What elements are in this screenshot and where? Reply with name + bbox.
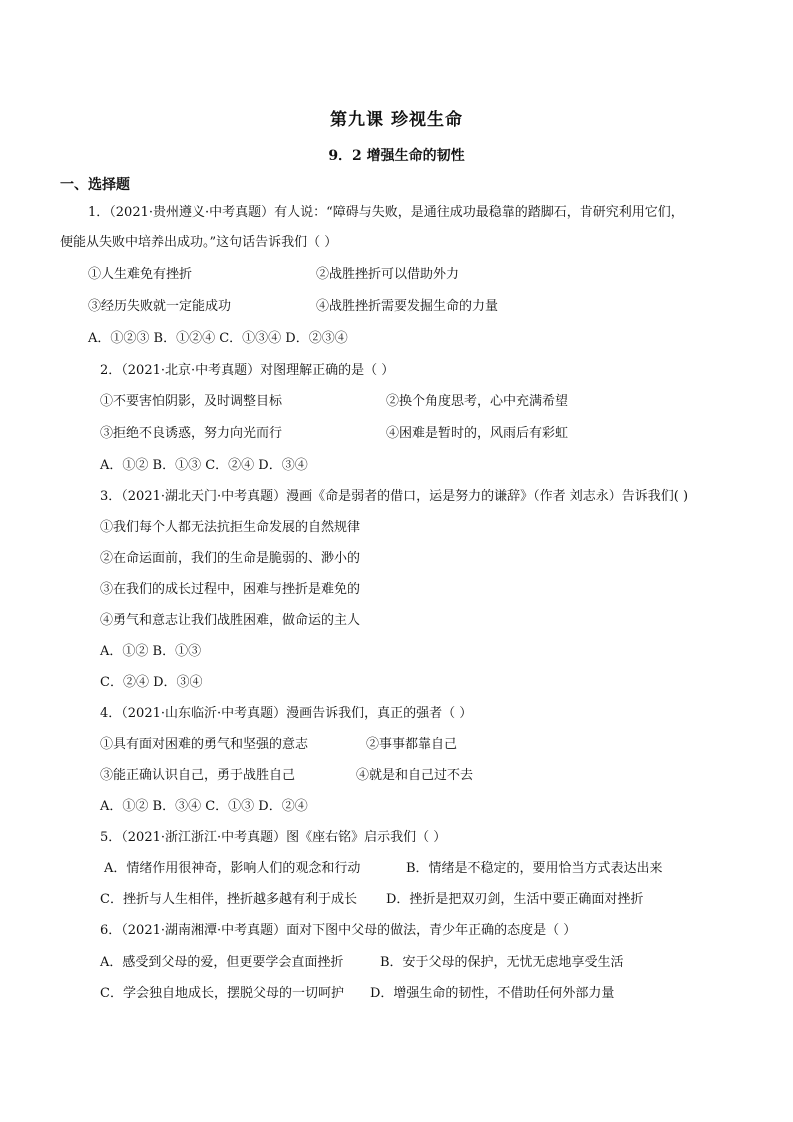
section-heading: 一、选择题	[60, 177, 130, 193]
question-4-item: ①具有面对困难的勇气和坚强的意志	[100, 737, 309, 752]
question-3-item: ②在命运面前，我们的生命是脆弱的、渺小的	[100, 551, 361, 566]
question-4-answers: A．①② B．③④ C．①③ D．②④	[100, 799, 308, 814]
question-1-stem-cont: 便能从失败中培养出成功。”这句话告诉我们（ ）	[60, 235, 338, 250]
question-2-item: ④困难是暂时的，风雨后有彩虹	[386, 426, 569, 441]
question-3-item: ④勇气和意志让我们战胜困难，做命运的主人	[100, 613, 361, 628]
question-4-stem: 4．（2021·山东临沂·中考真题）漫画告诉我们，真正的强者（ ）	[100, 706, 473, 721]
question-3-stem: 3．（2021·湖北天门·中考真题）漫画《命是弱者的借口，运是努力的谦辞》（作者 刘志永）告诉我们( )	[100, 489, 689, 504]
question-1-item: ①人生难免有挫折	[88, 267, 193, 282]
question-6-stem: 6．（2021·湖南湘潭·中考真题）面对下图中父母的做法，青少年正确的态度是（ ）	[100, 923, 577, 938]
question-5-option-b: B．情绪是不稳定的，要用恰当方式表达出来	[406, 861, 663, 876]
question-6-option-a: A．感受到父母的爱，但更要学会直面挫折	[100, 955, 344, 970]
question-2-answers: A．①② B．①③ C．②④ D．③④	[100, 458, 308, 473]
question-4-item: ②事事都靠自己	[366, 737, 458, 752]
question-3-item: ①我们每个人都无法抗拒生命发展的自然规律	[100, 520, 361, 535]
question-2-item: ③拒绝不良诱惑，努力向光而行	[100, 426, 283, 441]
question-2-stem: 2．（2021·北京·中考真题）对图理解正确的是（ ）	[100, 363, 395, 378]
question-1-item: ②战胜挫折可以借助外力	[316, 267, 460, 282]
page-title: 第九课 珍视生命	[330, 110, 463, 130]
question-1-stem: 1．（2021·贵州遵义·中考真题）有人说：“障碍与失败，是通往成功最稳靠的踏脚石，肯研究利用它们，	[88, 205, 684, 220]
question-6-option-b: B．安于父母的保护，无忧无虑地享受生活	[380, 955, 624, 970]
question-3-item: ③在我们的成长过程中，困难与挫折是难免的	[100, 582, 361, 597]
question-4-item: ④就是和自己过不去	[356, 768, 474, 783]
question-6-option-d: D．增强生命的韧性，不借助任何外部力量	[370, 986, 615, 1001]
question-4-item: ③能正确认识自己，勇于战胜自己	[100, 768, 296, 783]
question-5-option-d: D．挫折是把双刃剑，生活中要正确面对挫折	[386, 892, 644, 907]
question-3-answers: C．②④ D．③④	[100, 675, 203, 690]
question-2-item: ②换个角度思考，心中充满希望	[386, 394, 569, 409]
question-1-answers: A．①②③ B．①②④ C．①③④ D．②③④	[88, 331, 348, 346]
question-1-item: ④战胜挫折需要发掘生命的力量	[316, 299, 499, 314]
question-5-option-c: C．挫折与人生相伴，挫折越多越有利于成长	[100, 892, 357, 907]
question-5-option-a: A．情绪作用很神奇，影响人们的观念和行动	[104, 861, 361, 876]
question-6-option-c: C．学会独自地成长，摆脱父母的一切呵护	[100, 986, 344, 1001]
question-1-item: ③经历失败就一定能成功	[88, 299, 232, 314]
question-2-item: ①不要害怕阴影，及时调整目标	[100, 394, 283, 409]
question-3-answers: A．①② B．①③	[100, 644, 202, 659]
page-subtitle: 9．2 增强生命的韧性	[328, 148, 465, 164]
question-5-stem: 5．（2021·浙江浙江·中考真题）图《座右铭》启示我们（ ）	[100, 830, 447, 845]
